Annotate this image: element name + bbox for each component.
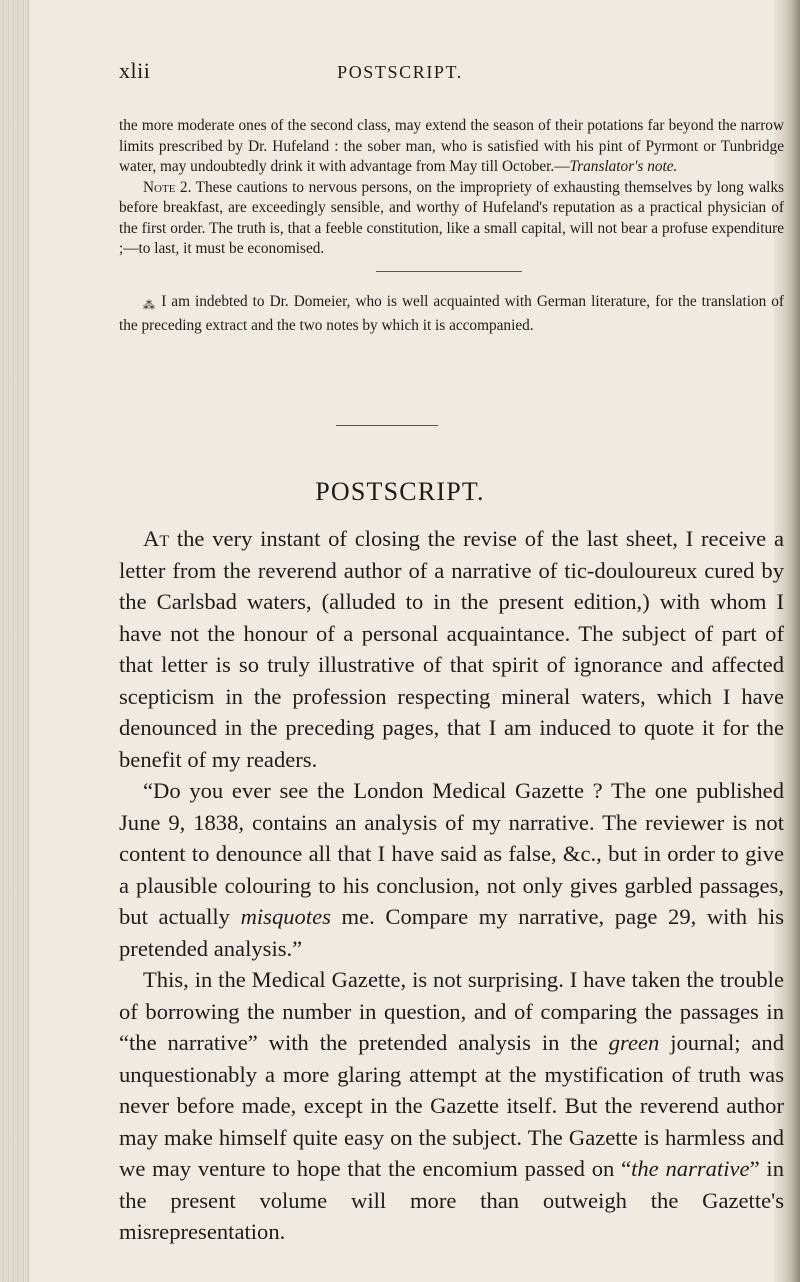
opening-word: At	[143, 526, 170, 551]
postscript-paragraph-3	[119, 964, 784, 1248]
page-number: xlii	[119, 58, 151, 83]
section-rule	[336, 425, 438, 426]
paragraph-text: ” in the present volume will more than outweigh the Gazette's misrepresentation.	[119, 1156, 784, 1244]
acknowledgement-block	[119, 292, 784, 336]
note-text: the more moderate ones of the second class, may extend the season of their potations far beyond the narrow limits prescribed by Dr. Hufeland : the sober man, who is satisfied with his pint of Pyrmont or Tunbridge water, may undoubtedly drink it with advantage from May till October.—	[119, 117, 784, 175]
paragraph-text: journal; and unquestionably a more glaring attempt at the mystification of truth was never before made, except in the Gazette itself. But the reverend author may make himself quite easy on the subject. The Gazette is harmless and we may venture to hope that the encomium passed on “	[119, 1030, 785, 1181]
notes-block	[119, 116, 784, 260]
section-rule	[376, 271, 522, 272]
note-label: Note 2.	[143, 178, 192, 196]
postscript-heading: POSTSCRIPT.	[315, 477, 485, 506]
running-head: POSTSCRIPT.	[337, 62, 463, 82]
quote-text: “Do you ever see the London Medical Gazette ? The one published June 9, 1838, contains an analysis of my narrative. The reviewer is not content to denounce all that I have said as false, &c., but in order to give a plausible colouring to his conclusion, not only gives garbled passages, but actually	[119, 778, 784, 929]
scan-edge-left	[0, 0, 30, 1282]
quote-text: me. Compare my narrative, page 29, with his pretended analysis.”	[119, 904, 784, 961]
emphasis-narrative: the narrative	[631, 1156, 750, 1181]
acknowledgement-text: I am indebted to Dr. Domeier, who is well acquainted with German literature, for the translation of the preceding extract and the two notes by which it is accompanied.	[119, 293, 784, 334]
quote-emphasis: misquotes	[240, 904, 331, 929]
translator-note: Translator's note.	[569, 158, 678, 175]
paragraph-text: This, in the Medical Gazette, is not surprising. I have taken the trouble of borrowing the number in question, and of comparing the passages in “the narrative” with the pretended analysis in the	[119, 967, 784, 1055]
acknowledgement-paragraph	[119, 292, 784, 336]
note-paragraph-1	[119, 116, 784, 178]
note-text: These cautions to nervous persons, on the impropriety of exhausting themselves by long walks before breakfast, are exceedingly sensible, and worthy of Hufeland's reputation as a practical physician of the first order. The truth is, that a feeble constitution, like a small capital, will not bear a profuse expenditure ;—to last, it must be economised.	[119, 178, 784, 257]
postscript-body	[119, 523, 784, 1248]
quoted-letter	[119, 775, 784, 964]
note-paragraph-2	[119, 178, 784, 260]
postscript-paragraph-1	[119, 523, 784, 775]
paragraph-text: the very instant of closing the revise of the last sheet, I receive a letter from the reverend author of a narrative of tic-douloureux cured by the Carlsbad waters, (alluded to in the present edition,) with whom I have not the honour of a personal acquaintance. The subject of part of that letter is so truly illustrative of that spirit of ignorance and affected scepticism in the profession respecting mineral waters, which I have denounced in the preceding pages, that I am induced to quote it for the benefit of my readers.	[119, 526, 784, 772]
asterism-mark: ⁂	[143, 298, 157, 312]
emphasis-green: green	[608, 1030, 660, 1055]
